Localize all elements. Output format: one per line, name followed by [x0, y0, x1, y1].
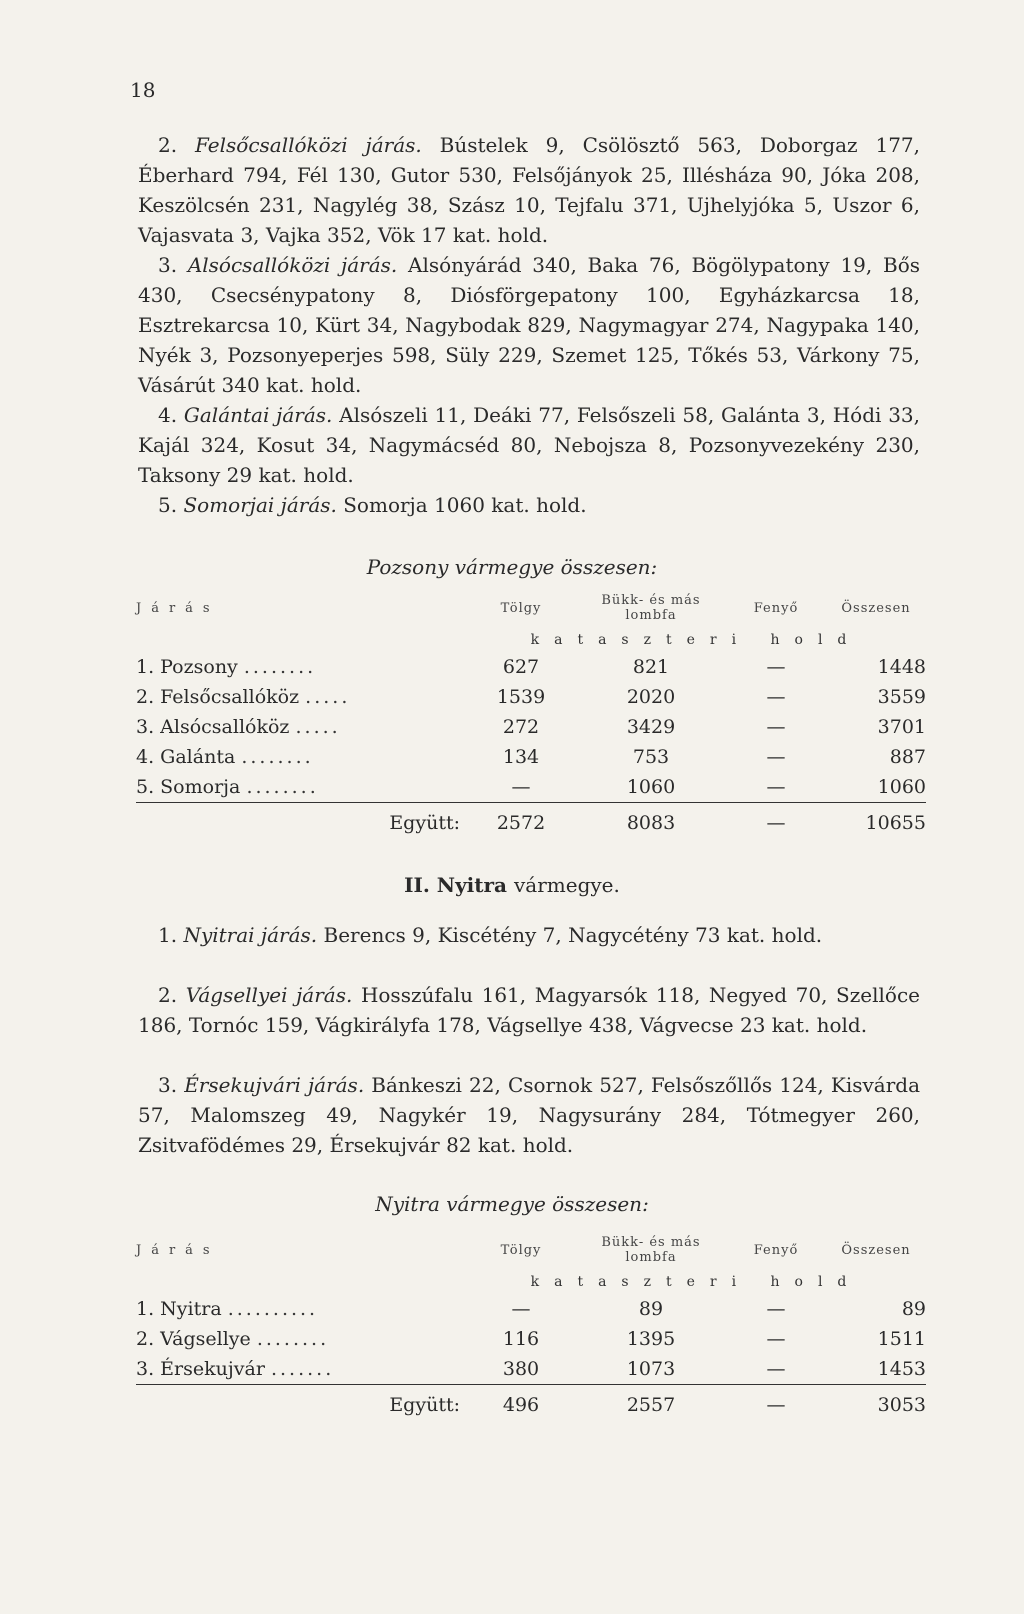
paragraph-text: Berencs 9, Kiscétény 7, Nagycétény 73 kat. hold.	[317, 923, 823, 947]
table-row: 2. Felsőcsallóköz ..... 1539 2020 — 3559	[136, 682, 926, 712]
paragraph-ersekujvari	[138, 1070, 920, 1160]
cell-total: 89	[901, 1298, 926, 1320]
row-name: 4. Galánta	[136, 746, 236, 768]
cell-pine: —	[766, 1358, 786, 1380]
section-county-suffix: vármegye.	[513, 873, 620, 897]
row-name: 3. Érsekujvár	[136, 1358, 265, 1380]
total-label: Együtt:	[136, 1385, 466, 1426]
unit-row	[136, 628, 926, 652]
total-pine: —	[726, 803, 826, 844]
section-title-nyitra	[0, 873, 1024, 897]
row-name: 2. Vágsellye	[136, 1328, 251, 1350]
cell-total: 3559	[877, 686, 926, 708]
total-label: Együtt:	[136, 803, 466, 844]
total-row	[136, 1385, 926, 1426]
cell-oak: 116	[502, 1328, 540, 1350]
district-name: Alsócsallóközi járás.	[187, 253, 398, 277]
cell-pine: —	[766, 1298, 786, 1320]
header-district: Járás	[136, 1242, 220, 1258]
district-name: Felsőcsallóközi járás.	[195, 133, 422, 157]
paragraph-number: 5.	[158, 493, 178, 517]
section-numeral: II.	[404, 873, 430, 897]
total-pine: —	[726, 1385, 826, 1426]
cell-total: 1511	[877, 1328, 926, 1350]
paragraph-text: Somorja 1060 kat. hold.	[336, 493, 587, 517]
paragraph-number: 3.	[158, 253, 178, 277]
header-beech: Bükk- és más lombfa	[601, 593, 701, 623]
cell-oak: 134	[502, 746, 540, 768]
cell-beech: 1060	[626, 776, 676, 798]
cell-total: 1448	[877, 656, 926, 678]
header-beech: Bükk- és más lombfa	[601, 1235, 701, 1265]
district-name: Nyitrai járás.	[183, 923, 318, 947]
paragraph-alsocsallokoz	[138, 250, 920, 400]
total-total: 10655	[826, 803, 926, 844]
table-row: 3. Alsócsallóköz ..... 272 3429 — 3701	[136, 712, 926, 742]
district-name: Galántai járás.	[183, 403, 333, 427]
paragraph-felsocsallokoz	[138, 130, 920, 250]
pozsony-summary-table	[136, 588, 926, 843]
paragraph-text: Hosszúfalu 161, Magyarsók 118, Negyed 70, Szellőce 186, Tornóc 159, Vágkirályfa 178, Vágsellye 438, Vágvecse 23 kat. hold.	[138, 983, 920, 1037]
cell-beech: 89	[638, 1298, 664, 1320]
cell-pine: —	[766, 656, 786, 678]
cell-beech: 1073	[626, 1358, 676, 1380]
page-number: 18	[130, 78, 156, 102]
header-oak: Tölgy	[500, 600, 542, 616]
row-name: 5. Somorja	[136, 776, 241, 798]
paragraph-number: 1.	[158, 923, 178, 947]
unit-label: kataszteri hold	[530, 1274, 862, 1290]
cell-pine: —	[766, 686, 786, 708]
header-total: Összesen	[841, 600, 911, 616]
paragraph-text: Alsószeli 11, Deáki 77, Felsőszeli 58, Galánta 3, Hódi 33, Kajál 324, Kosut 34, Nagymácséd 80, Nebojsza 8, Pozsonyvezekény 230, Taksony 29 kat. hold.	[138, 403, 920, 487]
table-row: 2. Vágsellye ........ 116 1395 — 1511	[136, 1324, 926, 1354]
cell-oak: 380	[502, 1358, 540, 1380]
cell-oak: 1539	[496, 686, 546, 708]
nyitra-summary-title: Nyitra vármegye összesen:	[375, 1192, 649, 1216]
pozsony-summary-title: Pozsony vármegye összesen:	[366, 555, 658, 579]
cell-beech: 753	[632, 746, 670, 768]
cell-oak: 627	[502, 656, 540, 678]
cell-pine: —	[766, 1328, 786, 1350]
cell-oak: —	[511, 1298, 531, 1320]
paragraph-text: Bústelek 9, Csölösztő 563, Doborgaz 177, Éberhard 794, Fél 130, Gutor 530, Felsőjányok 25, Illésháza 90, Jóka 208, Keszölcsén 231, Nagylég 38, Szász 10, Tejfalu 371, Ujhelyjóka 5, Uszor 6, Vajasvata 3, Vajka 352, Vök 17 kat. hold.	[138, 133, 920, 247]
row-name: 1. Nyitra	[136, 1298, 222, 1320]
header-oak: Tölgy	[500, 1242, 542, 1258]
cell-oak: 272	[502, 716, 540, 738]
district-name: Érsekujvári járás.	[184, 1073, 365, 1097]
total-total: 3053	[826, 1385, 926, 1426]
total-row	[136, 803, 926, 844]
unit-label: kataszteri hold	[530, 632, 862, 648]
header-total: Összesen	[841, 1242, 911, 1258]
district-name: Somorjai járás.	[183, 493, 337, 517]
table-row: 1. Pozsony ........ 627 821 — 1448	[136, 652, 926, 682]
header-district: Járás	[136, 600, 220, 616]
cell-total: 3701	[877, 716, 926, 738]
cell-pine: —	[766, 776, 786, 798]
table-row: 5. Somorja ........ — 1060 — 1060	[136, 772, 926, 803]
table-header-row	[136, 588, 926, 628]
total-beech: 2557	[576, 1385, 726, 1426]
cell-pine: —	[766, 746, 786, 768]
cell-beech: 1395	[626, 1328, 676, 1350]
paragraph-number: 2.	[158, 133, 178, 157]
paragraph-vagsellyei	[138, 980, 920, 1040]
cell-pine: —	[766, 716, 786, 738]
paragraph-text: Bánkeszi 22, Csornok 527, Felsőszőllős 124, Kisvárda 57, Malomszeg 49, Nagykér 19, Nagysurány 284, Tótmegyer 260, Zsitvafödémes 29, Érsekujvár 82 kat. hold.	[138, 1073, 921, 1157]
cell-total: 1060	[877, 776, 926, 798]
unit-row	[136, 1270, 926, 1294]
section-county-name: Nyitra	[436, 873, 508, 897]
paragraph-galanta	[138, 400, 920, 490]
paragraph-number: 2.	[158, 983, 178, 1007]
total-beech: 8083	[576, 803, 726, 844]
header-pine: Fenyő	[753, 600, 799, 616]
paragraph-number: 3.	[158, 1073, 178, 1097]
paragraph-text: Alsónyárád 340, Baka 76, Bögölypatony 19, Bős 430, Csecsénypatony 8, Diósförgepatony 100, Egyházkarcsa 18, Esztrekarcsa 10, Kürt 34, Nagybodak 829, Nagymagyar 274, Nagypaka 140, Nyék 3, Pozsonyeperjes 598, Süly 229, Szemet 125, Tőkés 53, Várkony 75, Vásárút 340 kat. hold.	[138, 253, 920, 397]
cell-beech: 2020	[626, 686, 676, 708]
row-name: 3. Alsócsallóköz	[136, 716, 290, 738]
paragraph-somorja	[138, 490, 920, 520]
total-oak: 2572	[466, 803, 576, 844]
nyitra-summary-table	[136, 1230, 926, 1425]
cell-oak: —	[511, 776, 531, 798]
paragraph-nyitrai	[138, 920, 920, 950]
table-row: 4. Galánta ........ 134 753 — 887	[136, 742, 926, 772]
table-row: 1. Nyitra .......... — 89 — 89	[136, 1294, 926, 1324]
row-name: 1. Pozsony	[136, 656, 238, 678]
table-header-row	[136, 1230, 926, 1270]
cell-total: 1453	[877, 1358, 926, 1380]
total-oak: 496	[466, 1385, 576, 1426]
paragraph-number: 4.	[158, 403, 178, 427]
district-name: Vágsellyei járás.	[185, 983, 353, 1007]
header-pine: Fenyő	[753, 1242, 799, 1258]
cell-beech: 3429	[626, 716, 676, 738]
cell-total: 887	[889, 746, 926, 768]
cell-beech: 821	[632, 656, 670, 678]
row-name: 2. Felsőcsallóköz	[136, 686, 300, 708]
table-row: 3. Érsekujvár ....... 380 1073 — 1453	[136, 1354, 926, 1385]
